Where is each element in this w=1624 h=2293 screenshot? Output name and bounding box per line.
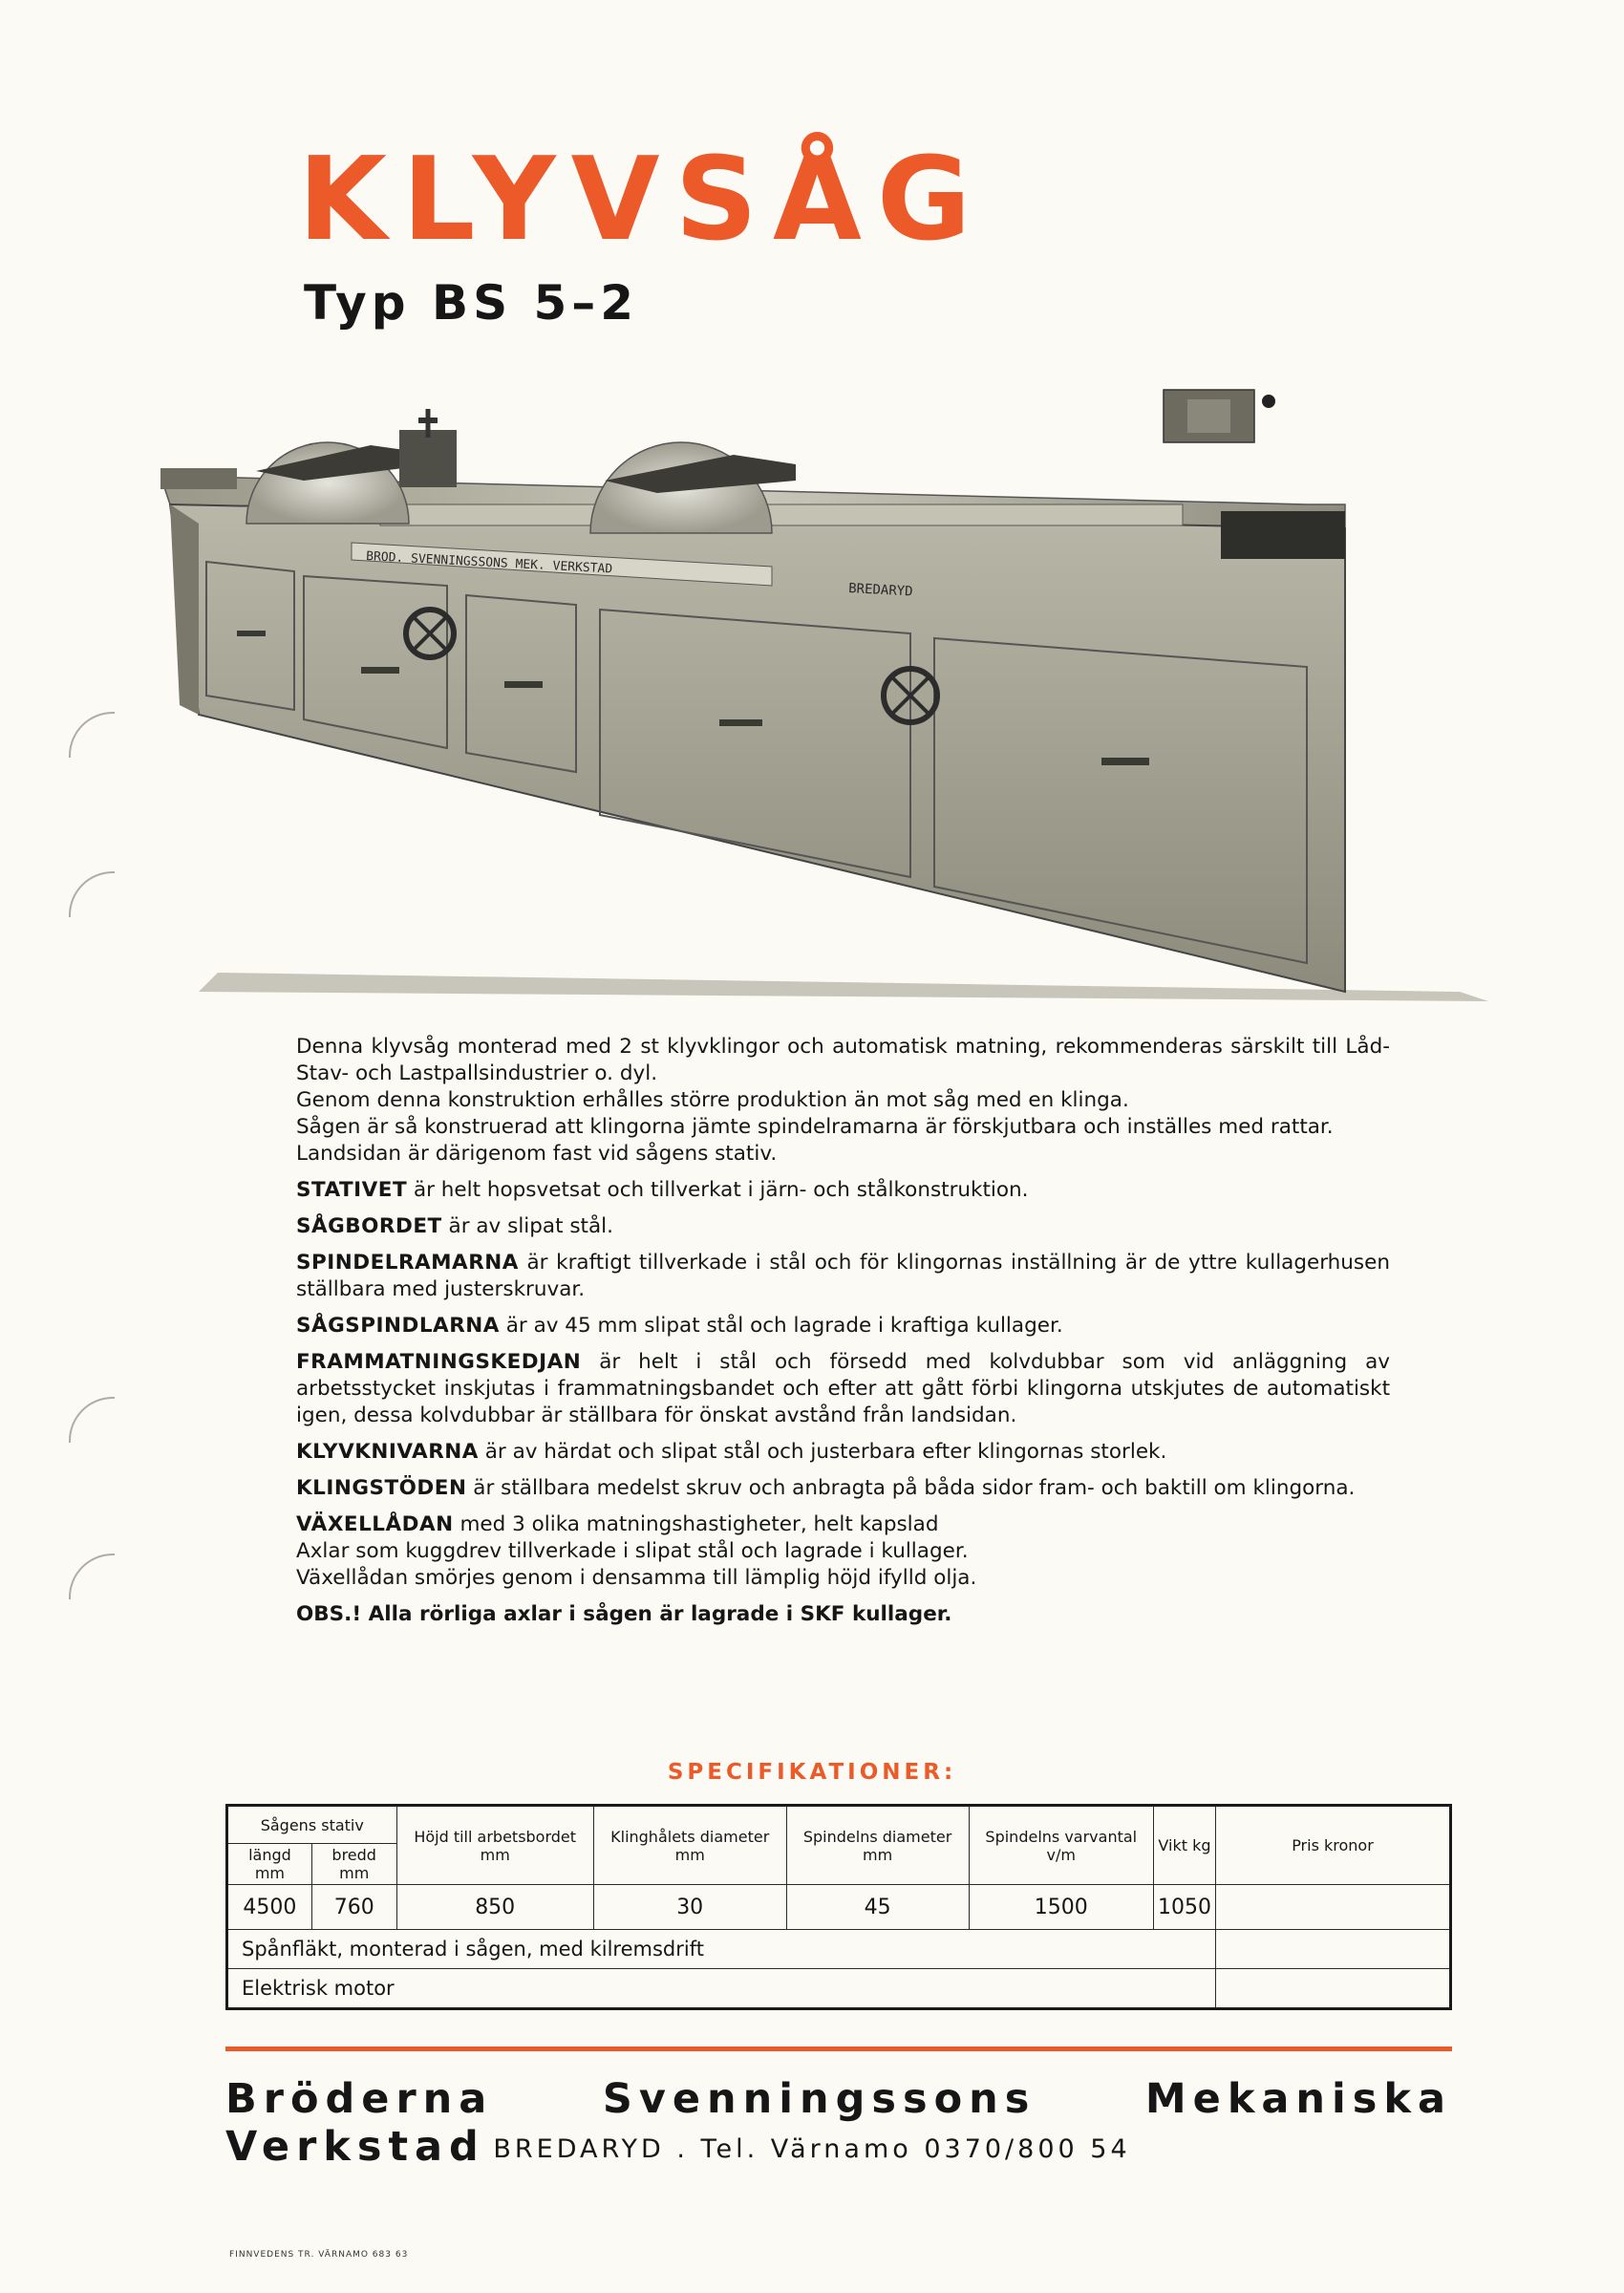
feature-text: med 3 olika matningshastigheter, helt kapslad [453, 1512, 939, 1536]
table-row [227, 1930, 1451, 1969]
feature-text: är helt hopsvetsat och tillverkat i järn- och stålkonstruktion. [407, 1178, 1029, 1202]
header-frame-group: Sågens stativ [227, 1806, 397, 1844]
machine-photo [160, 380, 1488, 1001]
intro-line: Sågen är så konstruerad att klingorna jämte spindelramarna är förskjutbara och inställes med rattar. [296, 1115, 1334, 1139]
value-length: 4500 [227, 1885, 312, 1930]
feature-term: VÄXELLÅDAN [296, 1512, 454, 1536]
feature-paragraph [296, 1250, 1390, 1303]
feature-text: är ställbara medelst skruv och anbragta på båda sidor fram- och baktill om klingorna. [466, 1476, 1356, 1500]
value-spindle-diameter: 45 [786, 1885, 969, 1930]
gearbox-line: Växellådan smörjes genom i densamma till lämplig höjd ifylld olja. [296, 1566, 977, 1590]
header-width: bredd mm [311, 1844, 396, 1885]
header-rpm: Spindelns varvantal v/m [969, 1806, 1153, 1885]
spec-table [225, 1804, 1452, 2010]
printer-imprint: FINNVEDENS TR. VÄRNAMO 683 63 [229, 2250, 409, 2260]
feature-text: är av slipat stål. [441, 1214, 613, 1238]
feature-text: är av härdat och slipat stål och justerbara efter klingornas storlek. [478, 1440, 1167, 1464]
feature-text: är helt i stål och försedd med kolvdubbar som vid anläggning av arbetsstycket inskjutas i frammatningsbandet och efter att gått förbi klingorna utskjutes de automatiskt igen, dessa kolvdubbar är ställbara för önskat avstånd från landsidan. [296, 1350, 1390, 1427]
header-height: Höjd till arbetsbordet mm [396, 1806, 593, 1885]
punch-hole-mark [69, 1397, 115, 1443]
feature-text: är av 45 mm slipat stål och lagrade i kraftiga kullager. [499, 1314, 1063, 1338]
extra-item-label: Elektrisk motor [227, 1969, 1216, 2009]
header-weight: Vikt kg [1153, 1806, 1215, 1885]
feature-term: SPINDELRAMARNA [296, 1251, 519, 1275]
feature-paragraph [296, 1511, 1390, 1592]
intro-line: Landsidan är därigenom fast vid sågens stativ. [296, 1142, 778, 1166]
header-spindle-diameter: Spindelns diameter mm [786, 1806, 969, 1885]
feature-paragraph [296, 1475, 1390, 1502]
company-address: BREDARYD . Tel. Värnamo 0370/800 54 [493, 2134, 1131, 2164]
feature-term: STATIVET [296, 1178, 408, 1202]
table-row [227, 1969, 1451, 2009]
feature-paragraph [296, 1349, 1390, 1429]
sign-left-text: BROD. SVENNINGSSONS MEK. VERKSTAD [365, 549, 613, 577]
value-weight: 1050 [1153, 1885, 1215, 1930]
value-height: 850 [396, 1885, 593, 1930]
extra-item-label: Spånfläkt, monterad i sågen, med kilremsdrift [227, 1930, 1216, 1969]
gearbox-line: Axlar som kuggdrev tillverkade i slipat stål och lagrade i kullager. [296, 1539, 969, 1563]
extra-item-price [1216, 1930, 1451, 1969]
feature-term: KLYVKNIVARNA [296, 1440, 479, 1464]
feature-term: SÅGSPINDLARNA [296, 1314, 500, 1338]
description [296, 1034, 1390, 1638]
value-width: 760 [311, 1885, 396, 1930]
feature-paragraph [296, 1213, 1390, 1240]
extra-item-price [1216, 1969, 1451, 2009]
sign-right-text: BREDARYD [847, 581, 913, 600]
feature-term: FRAMMATNINGSKEDJAN [296, 1350, 582, 1374]
feature-paragraph [296, 1439, 1390, 1466]
model-subtitle: Typ BS 5–2 [304, 275, 639, 331]
feature-term: KLINGSTÖDEN [296, 1476, 467, 1500]
punch-hole-mark [69, 712, 115, 758]
intro-line: Genom denna konstruktion erhålles större produktion än mot såg med en klinga. [296, 1088, 1129, 1112]
intro-paragraph [296, 1034, 1390, 1168]
intro-line: Denna klyvsåg monterad med 2 st klyvklingor och automatisk matning, rekommenderas särskilt till Låd- Stav- och Lastpallsindustrier o. dyl. [296, 1035, 1390, 1085]
feature-text: är kraftigt tillverkade i stål och för klingornas inställning är de yttre kullagerhusen ställbara med justerskruvar. [296, 1251, 1390, 1301]
page-title: KLYVSÅG [298, 134, 987, 267]
footer-divider [225, 2047, 1452, 2051]
feature-paragraph [296, 1177, 1390, 1204]
value-bore: 30 [593, 1885, 786, 1930]
punch-hole-mark [69, 871, 115, 917]
feature-term: SÅGBORDET [296, 1214, 442, 1238]
header-length: längd mm [227, 1844, 312, 1885]
company-name: Bröderna Svenningssons Mekaniska Verkstad [225, 2075, 1452, 2171]
spec-title: SPECIFIKATIONER: [667, 1760, 957, 1785]
value-rpm: 1500 [969, 1885, 1153, 1930]
header-bore: Klinghålets diameter mm [593, 1806, 786, 1885]
feature-paragraph [296, 1313, 1390, 1339]
obs-note: OBS.! Alla rörliga axlar i sågen är lagrade i SKF kullager. [296, 1602, 952, 1626]
punch-hole-mark [69, 1554, 115, 1599]
header-price: Pris kronor [1216, 1806, 1451, 1885]
value-price [1216, 1885, 1451, 1930]
table-row [227, 1885, 1451, 1930]
